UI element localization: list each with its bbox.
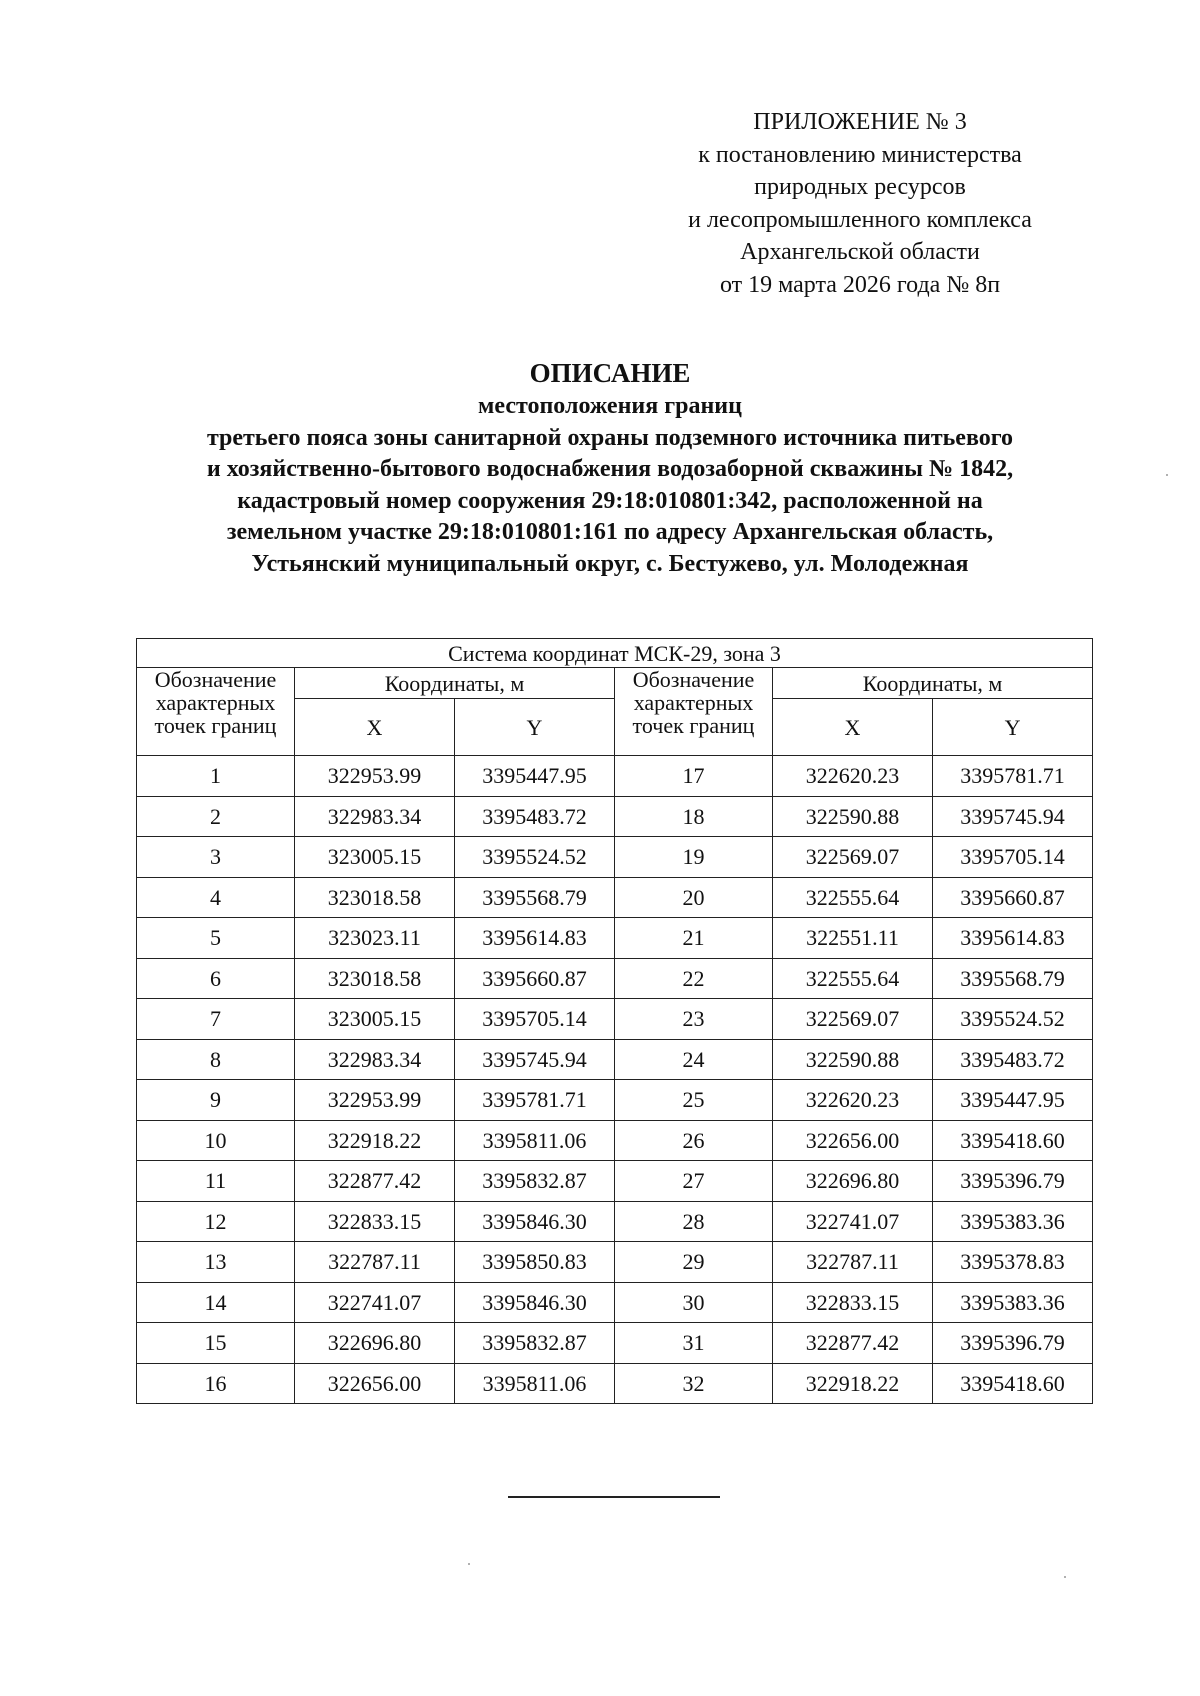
y-value: 3395614.83 [455, 918, 615, 959]
x-value: 322877.42 [295, 1161, 455, 1202]
x-value: 322741.07 [295, 1282, 455, 1323]
point-number: 25 [615, 1080, 773, 1121]
x-value: 323023.11 [295, 918, 455, 959]
x-value: 322696.80 [295, 1323, 455, 1364]
document-title [110, 355, 1110, 580]
x-value: 323018.58 [295, 958, 455, 999]
y-value: 3395811.06 [455, 1120, 615, 1161]
y-value: 3395745.94 [933, 796, 1093, 837]
scan-speck [1064, 1576, 1066, 1578]
x-value: 322787.11 [295, 1242, 455, 1283]
table-row [137, 1242, 1093, 1283]
appendix-line: к постановлению министерства [698, 141, 1022, 168]
y-value: 3395378.83 [933, 1242, 1093, 1283]
y-value: 3395447.95 [933, 1080, 1093, 1121]
point-number: 31 [615, 1323, 773, 1364]
x-value: 322918.22 [295, 1120, 455, 1161]
title-line: и хозяйственно-бытового водоснабжения водозаборной скважины № 1842, [206, 456, 1014, 482]
point-number: 30 [615, 1282, 773, 1323]
y-value: 3395568.79 [455, 877, 615, 918]
appendix-line: и лесопромышленного комплекса [688, 206, 1032, 233]
x-value: 322656.00 [773, 1120, 933, 1161]
point-number: 15 [137, 1323, 295, 1364]
x-value: 323005.15 [295, 999, 455, 1040]
table-row [137, 918, 1093, 959]
closing-rule [508, 1496, 720, 1498]
point-number: 28 [615, 1201, 773, 1242]
y-value: 3395850.83 [455, 1242, 615, 1283]
y-value: 3395660.87 [933, 877, 1093, 918]
point-number: 10 [137, 1120, 295, 1161]
designation-header: Обозначение характерных точек границ [615, 668, 773, 756]
y-value: 3395832.87 [455, 1323, 615, 1364]
table-row [137, 756, 1093, 797]
table-row [137, 877, 1093, 918]
y-value: 3395846.30 [455, 1201, 615, 1242]
coordinate-system-label: Система координат МСК-29, зона 3 [137, 639, 1093, 668]
title-line: местоположения границ [478, 393, 742, 419]
table-row [137, 837, 1093, 878]
x-value: 322555.64 [773, 958, 933, 999]
table-row [137, 1282, 1093, 1323]
x-value: 322787.11 [773, 1242, 933, 1283]
table-row [137, 999, 1093, 1040]
title-line: Устьянский муниципальный округ, с. Бестужево, ул. Молодежная [251, 550, 969, 577]
point-number: 8 [137, 1039, 295, 1080]
y-value: 3395396.79 [933, 1323, 1093, 1364]
point-number: 3 [137, 837, 295, 878]
appendix-line: от 19 марта 2026 года № 8п [719, 271, 1001, 298]
x-value: 323018.58 [295, 877, 455, 918]
x-value: 322620.23 [773, 756, 933, 797]
y-header: Y [455, 699, 615, 756]
point-number: 2 [137, 796, 295, 837]
y-value: 3395383.36 [933, 1282, 1093, 1323]
y-value: 3395705.14 [455, 999, 615, 1040]
x-header: X [773, 699, 933, 756]
table-row [137, 1080, 1093, 1121]
point-number: 20 [615, 877, 773, 918]
y-value: 3395745.94 [455, 1039, 615, 1080]
designation-header: Обозначение характерных точек границ [137, 668, 295, 756]
x-value: 322551.11 [773, 918, 933, 959]
title-line: земельном участке 29:18:010801:161 по адресу Архангельская область, [226, 519, 994, 545]
scan-speck [468, 1563, 470, 1565]
x-value: 322590.88 [773, 796, 933, 837]
y-value: 3395614.83 [933, 918, 1093, 959]
y-value: 3395447.95 [455, 756, 615, 797]
table-row [137, 958, 1093, 999]
y-value: 3395846.30 [455, 1282, 615, 1323]
title-main: ОПИСАНИЕ [529, 358, 691, 388]
y-value: 3395781.71 [455, 1080, 615, 1121]
y-header: Y [933, 699, 1093, 756]
x-value: 322877.42 [773, 1323, 933, 1364]
point-number: 4 [137, 877, 295, 918]
table-row [137, 796, 1093, 837]
appendix-header [640, 106, 1080, 302]
x-value: 322590.88 [773, 1039, 933, 1080]
point-number: 9 [137, 1080, 295, 1121]
point-number: 27 [615, 1161, 773, 1202]
x-value: 322953.99 [295, 1080, 455, 1121]
point-number: 1 [137, 756, 295, 797]
x-value: 322696.80 [773, 1161, 933, 1202]
table-row [137, 1201, 1093, 1242]
table-row [137, 1363, 1093, 1404]
point-number: 32 [615, 1363, 773, 1404]
point-number: 17 [615, 756, 773, 797]
y-value: 3395483.72 [455, 796, 615, 837]
point-number: 5 [137, 918, 295, 959]
x-value: 322833.15 [773, 1282, 933, 1323]
scan-speck [1166, 474, 1168, 476]
appendix-line: ПРИЛОЖЕНИЕ № 3 [753, 109, 967, 135]
y-value: 3395418.60 [933, 1363, 1093, 1404]
title-line: третьего пояса зоны санитарной охраны подземного источника питьевого [206, 424, 1014, 451]
coordinates-header: Координаты, м [773, 668, 1093, 699]
y-value: 3395660.87 [455, 958, 615, 999]
x-header: X [295, 699, 455, 756]
y-value: 3395568.79 [933, 958, 1093, 999]
x-value: 322620.23 [773, 1080, 933, 1121]
title-line: кадастровый номер сооружения 29:18:010801:342, расположенной на [237, 487, 983, 514]
point-number: 6 [137, 958, 295, 999]
x-value: 322656.00 [295, 1363, 455, 1404]
x-value: 322555.64 [773, 877, 933, 918]
point-number: 23 [615, 999, 773, 1040]
point-number: 11 [137, 1161, 295, 1202]
x-value: 322569.07 [773, 999, 933, 1040]
x-value: 322983.34 [295, 1039, 455, 1080]
table-row [137, 1120, 1093, 1161]
y-value: 3395383.36 [933, 1201, 1093, 1242]
appendix-line: Архангельской области [740, 239, 980, 266]
appendix-line: природных ресурсов [754, 174, 966, 201]
point-number: 24 [615, 1039, 773, 1080]
point-number: 13 [137, 1242, 295, 1283]
point-number: 22 [615, 958, 773, 999]
table-row [137, 1161, 1093, 1202]
point-number: 29 [615, 1242, 773, 1283]
point-number: 14 [137, 1282, 295, 1323]
point-number: 7 [137, 999, 295, 1040]
point-number: 18 [615, 796, 773, 837]
point-number: 12 [137, 1201, 295, 1242]
y-value: 3395396.79 [933, 1161, 1093, 1202]
x-value: 322953.99 [295, 756, 455, 797]
x-value: 322918.22 [773, 1363, 933, 1404]
x-value: 322983.34 [295, 796, 455, 837]
table-row [137, 1323, 1093, 1364]
x-value: 322569.07 [773, 837, 933, 878]
point-number: 16 [137, 1363, 295, 1404]
y-value: 3395811.06 [455, 1363, 615, 1404]
point-number: 21 [615, 918, 773, 959]
point-number: 26 [615, 1120, 773, 1161]
table-row [137, 1039, 1093, 1080]
coordinates-header: Координаты, м [295, 668, 615, 699]
y-value: 3395832.87 [455, 1161, 615, 1202]
x-value: 322741.07 [773, 1201, 933, 1242]
y-value: 3395781.71 [933, 756, 1093, 797]
x-value: 322833.15 [295, 1201, 455, 1242]
x-value: 323005.15 [295, 837, 455, 878]
y-value: 3395418.60 [933, 1120, 1093, 1161]
point-number: 19 [615, 837, 773, 878]
y-value: 3395483.72 [933, 1039, 1093, 1080]
coordinates-table [136, 638, 1093, 1404]
y-value: 3395524.52 [455, 837, 615, 878]
y-value: 3395524.52 [933, 999, 1093, 1040]
y-value: 3395705.14 [933, 837, 1093, 878]
